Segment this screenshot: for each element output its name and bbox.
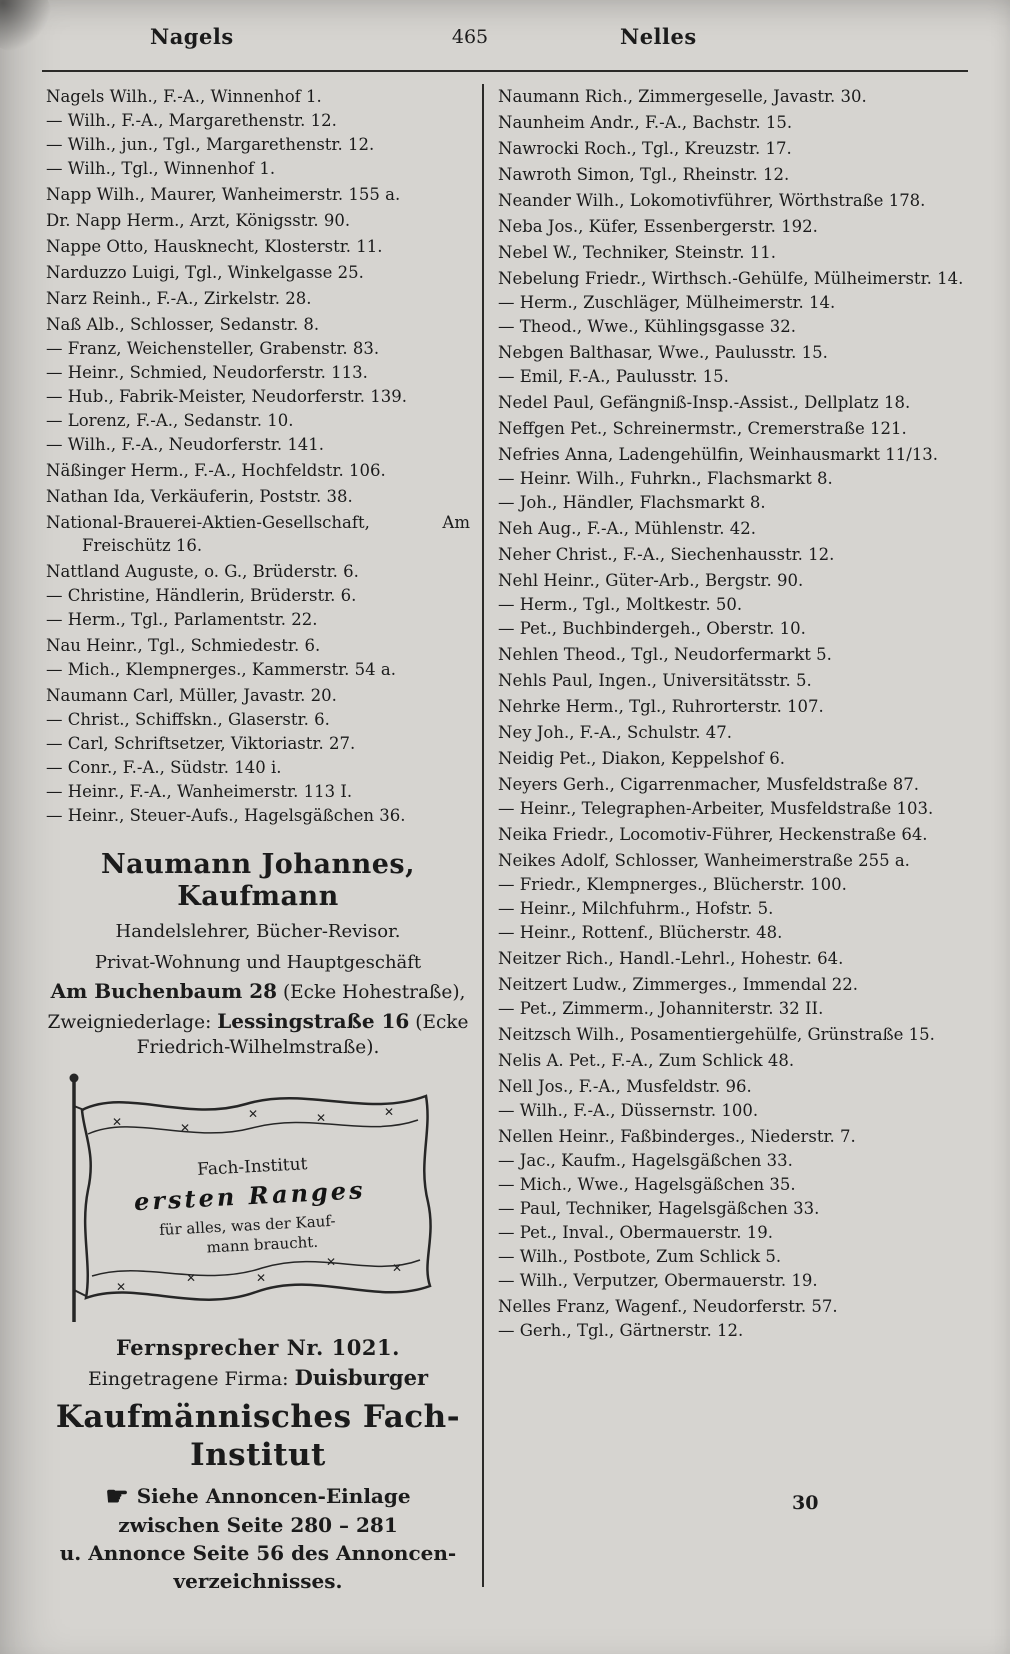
directory-entry: Nagels Wilh., F.-A., Winnenhof 1. [46,87,322,106]
directory-entry: Neidig Pet., Diakon, Keppelshof 6. [498,749,785,768]
directory-entry: National-Brauerei-Aktien-Gesellschaft, Am Freischütz 16. [46,513,470,555]
directory-entry: Nebgen Balthasar, Wwe., Paulusstr. 15. [498,343,828,362]
directory-entry: Neh Aug., F.-A., Mühlenstr. 42. [498,519,756,538]
directory-entry: Neander Wilh., Lokomotivführer, Wörthstraße 178. [498,191,926,210]
flag-text-group [132,1151,368,1260]
ad-note-line1-text: Siehe Annoncen-Einlage [136,1484,411,1508]
directory-entry: — Herm., Zuschläger, Mülheimerstr. 14. [498,293,836,312]
directory-entry: Neika Friedr., Locomotiv-Führer, Heckenstraße 64. [498,825,928,844]
directory-entry: — Wilh., Verputzer, Obermauerstr. 19. [498,1271,818,1290]
pointing-hand-icon: ☛ [105,1482,129,1512]
directory-entry: — Heinr., Steuer-Aufs., Hagelsgäßchen 36. [46,806,406,825]
flag-star-icon: ✕ [316,1111,327,1125]
directory-entry: — Pet., Zimmerm., Johanniterstr. 32 II. [498,999,824,1018]
directory-entry: Nehls Paul, Ingen., Universitätsstr. 5. [498,671,812,690]
ad-note [46,1482,470,1595]
flag-star-icon: ✕ [112,1115,123,1129]
directory-entry: Nefries Anna, Ladengehülfin, Weinhausmarkt 11/13. [498,445,939,464]
ad-title: Naumann Johannes, Kaufmann [101,849,415,912]
directory-entry: Narduzzo Luigi, Tgl., Winkelgasse 25. [46,263,364,282]
directory-entry: Nawroth Simon, Tgl., Rheinstr. 12. [498,165,790,184]
directory-entry: Napp Wilh., Maurer, Wanheimerstr. 155 a. [46,185,401,204]
ad-note-line4: verzeichnisses. [173,1569,343,1593]
directory-entry: Neffgen Pet., Schreinermstr., Cremerstraße 121. [498,419,907,438]
ad-firm-line [46,1365,470,1392]
right-column [498,82,970,1595]
directory-entry: Nattland Auguste, o. G., Brüderstr. 6. [46,562,359,581]
directory-entry: — Heinr., Milchfuhrm., Hofstr. 5. [498,899,774,918]
directory-entry: Naß Alb., Schlosser, Sedanstr. 8. [46,315,320,334]
ad-address-branch-rest: (Ecke Friedrich-Wilhelmstraße). [136,1012,469,1058]
right-column-entries [498,85,970,1342]
directory-entry: — Heinr., Telegraphen-Arbeiter, Musfeldstraße 103. [498,799,934,818]
flag-text-line1: Fach-Institut [196,1154,308,1180]
directory-entry: — Heinr., Rottenf., Blücherstr. 48. [498,923,783,942]
directory-columns [0,72,1010,1595]
directory-entry: Nelis A. Pet., F.-A., Zum Schlick 48. [498,1051,795,1070]
directory-entry: Nebelung Friedr., Wirthsch.-Gehülfe, Mülheimerstr. 14. [498,269,964,288]
directory-entry: — Conr., F.-A., Südstr. 140 i. [46,758,282,777]
directory-entry: Nau Heinr., Tgl., Schmiedestr. 6. [46,636,321,655]
directory-entry: — Wilh., jun., Tgl., Margarethenstr. 12. [46,135,375,154]
flag-text-line4: mann braucht. [206,1232,319,1257]
ad-institute-name: Kaufmännisches Fach-Institut [55,1399,461,1473]
flag-star-icon: ✕ [392,1261,403,1275]
directory-entry: — Herm., Tgl., Parlamentstr. 22. [46,610,318,629]
directory-entry: — Christ., Schiffskn., Glaserstr. 6. [46,710,330,729]
directory-entry: Naunheim Andr., F.-A., Bachstr. 15. [498,113,793,132]
directory-entry: Narz Reinh., F.-A., Zirkelstr. 28. [46,289,312,308]
directory-entry: — Emil, F.-A., Paulusstr. 15. [498,367,729,386]
directory-entry: — Wilh., F.-A., Düssernstr. 100. [498,1101,759,1120]
flag-star-icon: ✕ [116,1280,127,1294]
flag-top-band [88,1120,418,1134]
directory-entry: — Pet., Inval., Obermauerstr. 19. [498,1223,773,1242]
ad-firm-name: Duisburger [294,1365,429,1390]
ad-subtitle: Handelslehrer, Bücher-Revisor. [115,921,401,942]
ad-note-line3: u. Annonce Seite 56 des Annoncen- [59,1541,457,1565]
ad-line-private: Privat-Wohnung und Hauptgeschäft [94,952,422,973]
ad-address-main-bold: Am Buchenbaum 28 [50,979,278,1003]
directory-entry: — Heinr., F.-A., Wanheimerstr. 113 I. [46,782,353,801]
directory-entry: — Friedr., Klempnerges., Blücherstr. 100. [498,875,847,894]
directory-entry: Nebel W., Techniker, Steinstr. 11. [498,243,776,262]
flag-star-icon: ✕ [326,1255,337,1269]
ad-firm-pre: Eingetragene Firma: [87,1368,295,1390]
ad-address-branch-bold: Lessingstraße 16 [217,1009,410,1033]
left-column [46,82,470,1595]
directory-entry: Dr. Napp Herm., Arzt, Königsstr. 90. [46,211,351,230]
directory-entry: — Mich., Klempnerges., Kammerstr. 54 a. [46,660,396,679]
directory-entry: Nehrke Herm., Tgl., Ruhrorterstr. 107. [498,697,824,716]
ad-note-line2: zwischen Seite 280 – 281 [118,1513,398,1537]
directory-entry: — Joh., Händler, Flachsmarkt 8. [498,493,766,512]
flag-pole-finial [70,1074,79,1083]
directory-entry: Neikes Adolf, Schlosser, Wanheimerstraße 255 a. [498,851,910,870]
directory-entry: Naumann Rich., Zimmergeselle, Javastr. 30. [498,87,867,106]
flag-banner-icon [54,1070,462,1328]
directory-entry: Neher Christ., F.-A., Siechenhausstr. 12. [498,545,835,564]
header-left-keyword: Nagels [150,24,234,49]
directory-entry: — Franz, Weichensteller, Grabenstr. 83. [46,339,380,358]
directory-entry: Neyers Gerh., Cigarrenmacher, Musfeldstraße 87. [498,775,920,794]
directory-entry: Nehlen Theod., Tgl., Neudorfermarkt 5. [498,645,832,664]
directory-entry: — Heinr. Wilh., Fuhrkn., Flachsmarkt 8. [498,469,833,488]
ad-address-branch-pre: Zweigniederlage: [47,1012,218,1033]
directory-entry: — Heinr., Schmied, Neudorferstr. 113. [46,363,368,382]
directory-entry: Neba Jos., Küfer, Essenbergerstr. 192. [498,217,818,236]
page-number: 465 [451,26,489,48]
directory-entry: Nellen Heinr., Faßbinderges., Niederstr. 7. [498,1127,856,1146]
directory-entry: Nawrocki Roch., Tgl., Kreuzstr. 17. [498,139,792,158]
directory-entry: — Wilh., F.-A., Margarethenstr. 12. [46,111,337,130]
directory-entry: — Mich., Wwe., Hagelsgäßchen 35. [498,1175,796,1194]
ad-address-main-rest: (Ecke Hohestraße), [277,982,466,1003]
ad-address-main [46,979,470,1005]
directory-entry: Neitzer Rich., Handl.-Lehrl., Hohestr. 64. [498,949,844,968]
directory-entry: Nedel Paul, Gefängniß-Insp.-Assist., Dellplatz 18. [498,393,911,412]
directory-entry: Ney Joh., F.-A., Schulstr. 47. [498,723,733,742]
directory-entry: — Hub., Fabrik-Meister, Neudorferstr. 139. [46,387,407,406]
directory-entry: — Wilh., Tgl., Winnenhof 1. [46,159,276,178]
directory-entry: — Christine, Händlerin, Brüderstr. 6. [46,586,357,605]
flag-star-icon: ✕ [248,1107,259,1121]
directory-entry: — Carl, Schriftsetzer, Viktoriastr. 27. [46,734,356,753]
directory-entry: Nathan Ida, Verkäuferin, Poststr. 38. [46,487,353,506]
directory-entry: — Lorenz, F.-A., Sedanstr. 10. [46,411,294,430]
directory-entry: Näßinger Herm., F.-A., Hochfeldstr. 106. [46,461,386,480]
page-header [0,0,1010,64]
directory-entry: — Wilh., Postbote, Zum Schlick 5. [498,1247,782,1266]
directory-entry: — Pet., Buchbindergeh., Oberstr. 10. [498,619,806,638]
directory-entry: — Theod., Wwe., Kühlingsgasse 32. [498,317,796,336]
directory-entry: Neitzert Ludw., Zimmerges., Immendal 22. [498,975,858,994]
directory-entry: — Paul, Techniker, Hagelsgäßchen 33. [498,1199,820,1218]
directory-entry: — Herm., Tgl., Moltkestr. 50. [498,595,743,614]
flag-star-icon: ✕ [384,1105,395,1119]
directory-entry: Nelles Franz, Wagenf., Neudorferstr. 57. [498,1297,838,1316]
flag-text-line2: ersten Ranges [133,1175,367,1217]
directory-entry: Nehl Heinr., Güter-Arb., Bergstr. 90. [498,571,804,590]
ad-address-branch [46,1009,470,1060]
ad-note-line1 [46,1482,470,1511]
advertisement [46,849,470,1595]
left-column-entries [46,85,470,827]
ad-phone: Fernsprecher Nr. 1021. [116,1335,400,1360]
directory-entry: — Wilh., F.-A., Neudorferstr. 141. [46,435,325,454]
directory-entry: Nappe Otto, Hausknecht, Klosterstr. 11. [46,237,383,256]
flag-illustration [46,1070,470,1332]
signature-mark: 30 [792,1492,819,1514]
flag-star-icon: ✕ [256,1271,267,1285]
directory-entry: — Gerh., Tgl., Gärtnerstr. 12. [498,1321,744,1340]
directory-entry: Naumann Carl, Müller, Javastr. 20. [46,686,337,705]
flag-star-icon: ✕ [186,1271,197,1285]
flag-text-line3: für alles, was der Kauf- [158,1211,336,1239]
directory-entry: — Jac., Kaufm., Hagelsgäßchen 33. [498,1151,793,1170]
flag-star-icon: ✕ [180,1121,191,1135]
directory-entry: Nell Jos., F.-A., Musfeldstr. 96. [498,1077,752,1096]
header-right-keyword: Nelles [620,24,697,49]
directory-entry: Neitzsch Wilh., Posamentiergehülfe, Grünstraße 15. [498,1025,935,1044]
column-divider [482,84,484,1587]
